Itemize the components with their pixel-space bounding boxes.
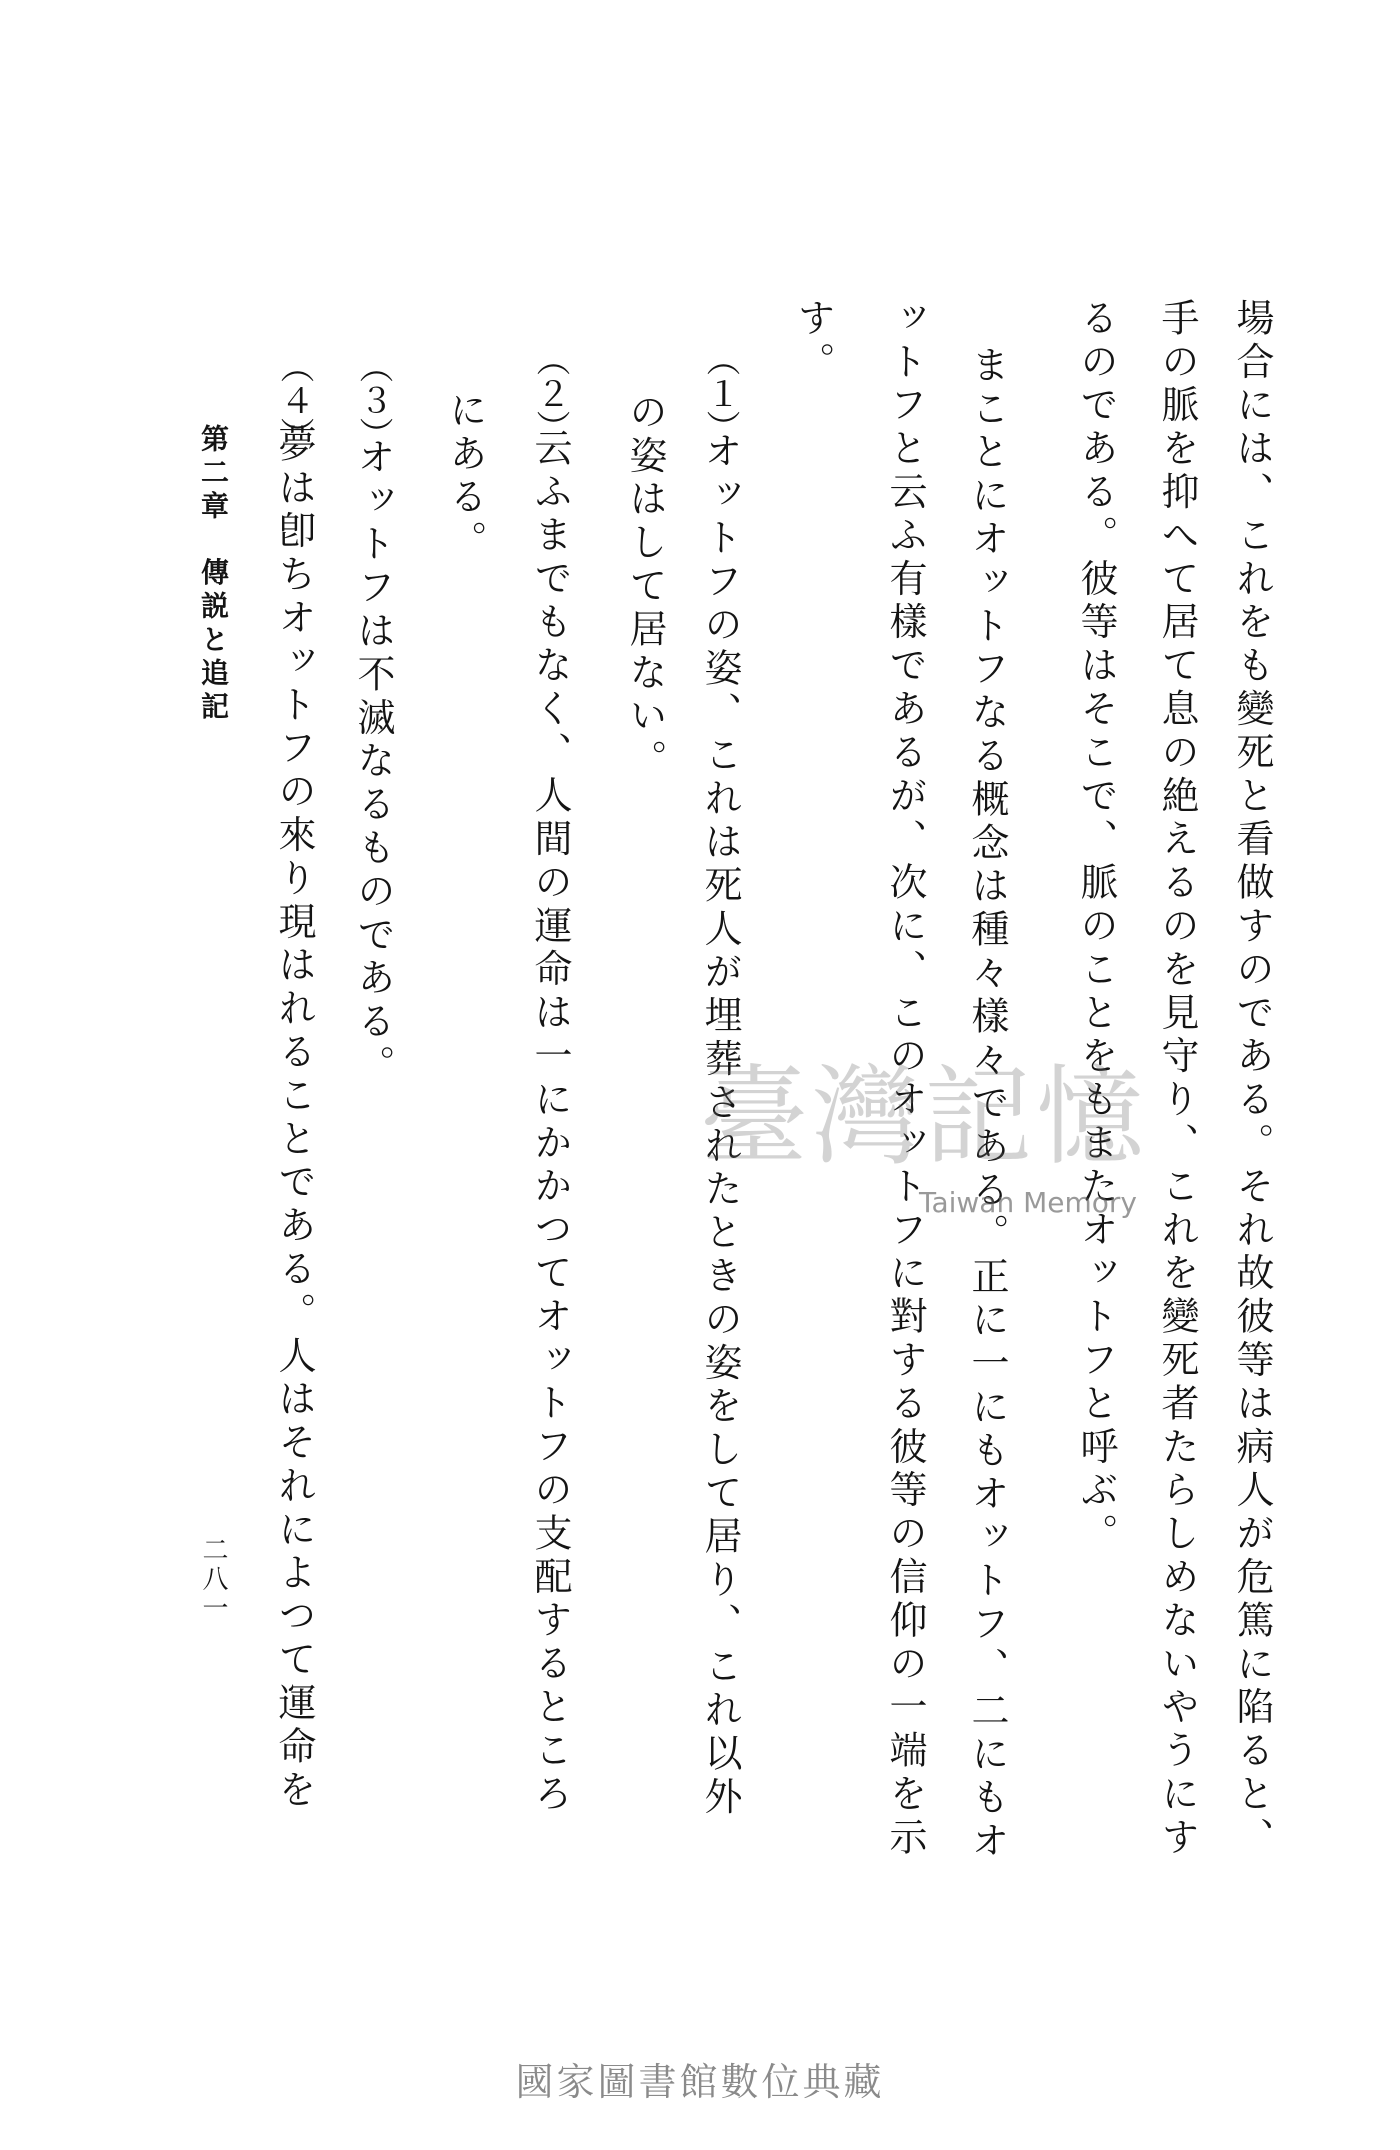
text-column-2: 手の脈を抑へて居て息の絶えるのを見守り、これを變死者たらしめないやうにす	[1155, 298, 1199, 1861]
page-number: 二八一	[198, 1536, 228, 1623]
item-marker-4: （４）	[274, 349, 314, 451]
item-marker-1: （１）	[700, 342, 740, 444]
text-column-1: 場合には、これをも變死と看做すのである。それ故彼等は病人が危篤に陷ると、	[1230, 298, 1274, 1861]
text-column-3: るのである。彼等はそこで、脈のことをもまたオットフと呼ぶ。	[1074, 298, 1118, 1557]
item-4-line-1: 夢は卽ちオットフの來り現はれることである。人はそれによつて運命を	[272, 424, 316, 1813]
item-2-line-1: 云ふまでもなく、人間の運命は一にかかつてオットフの支配するところ	[528, 428, 572, 1817]
text-column-5: ットフと云ふ有樣であるが、次に、このオットフに對する彼等の信仰の一端を示	[883, 298, 927, 1861]
chapter-heading: 第二章 傳説と追記	[197, 424, 230, 725]
item-1-line-1: オットフの姿、これは死人が埋葬されたときの姿をして居り、これ以外	[698, 431, 742, 1820]
text-column-6: す。	[791, 298, 835, 385]
collection-footer: 國家圖書館數位典藏	[515, 2060, 885, 2104]
watermark-logo: 臺灣記憶	[700, 1055, 1149, 1180]
item-marker-2: （２）	[530, 342, 570, 444]
item-2-line-2: にある。	[443, 390, 487, 564]
text-column-4: まことにオットフなる概念は種々樣々である。正に一にもオットフ、二にもオ	[965, 345, 1009, 1864]
watermark-subtitle: Taiwan Memory	[919, 1186, 1137, 1219]
item-3-line-1: オットフは不滅なるものである。	[351, 437, 395, 1088]
item-marker-3: （３）	[353, 349, 393, 451]
item-1-line-2: の姿はして居ない。	[623, 392, 667, 783]
